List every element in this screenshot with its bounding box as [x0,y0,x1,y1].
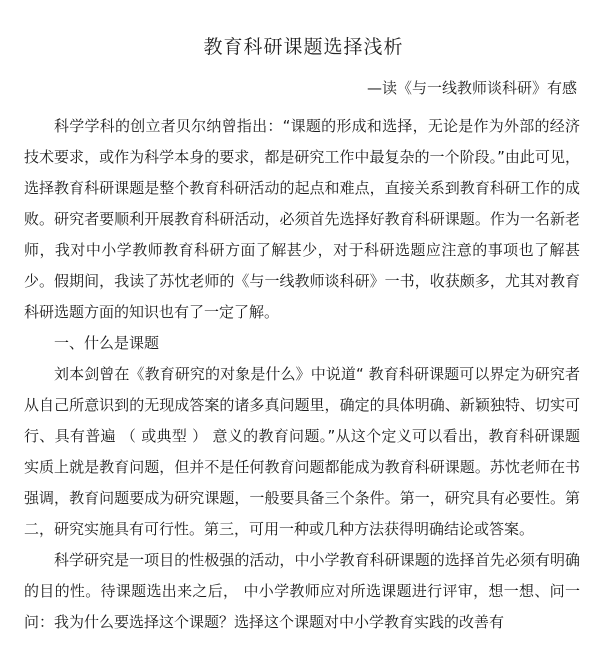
paragraph-purpose: 科学研究是一项目的性极强的活动，中小学教育科研课题的选择首先必须有明确的目的性。待课题选出来之后， 中小学教师应对所选课题进行评审，想一想、问一问：我为什么要选择这个课题？选择这个课题对中小学教育实践的改善有 [24,551,580,631]
section-heading: 一、什么是课题 [54,334,160,352]
document-subtitle: —读《与一线教师谈科研》有感 [366,79,577,97]
document-title: 教育科研课题选择浅析 [203,36,404,58]
paragraph-intro: 科学学科的创立者贝尔纳曾指出：“课题的形成和选择，无论是作为外部的经济技术要求，或作为科学本身的要求，都是研究工作中最复杂的一个阶段。”由此可见， 选择教育科研课题是整个教育科研活动的起点和难点，直接关系到教育科研工作的成败。研究者要顺利开展教育科研活动，必须首先选择好教育科研课题。作为一名新老师，我对中小学教师教育科研方面了解甚少，对于科研选题应注意的事项也了解甚少。假期间，我读了苏忱老师的《与一线教师谈科研》一书，收获颇多，尤其对教育科研选题方面的知识也有了一定了解。 [24,117,580,321]
paragraph-definition: 刘本剑曾在《教育研究的对象是什么》中说道“ 教育科研课题可以界定为研究者从自己所意识到的无现成答案的诸多真问题里，确定的具体明确、新颖独特、切实可行、具有普遍 （ 或典型 ） 意义的教育问题。”从这个定义可以看出，教育科研课题实质上就是教育问题，但并不是任何教育问题都能成为教育科研课题。苏忱老师在书强调，教育问题要成为研究课题，一般要具备三个条件。第一，研究具有必要性。第二，研究实施具有可行性。第三，可用一种或几种方法获得明确结论或答案。 [24,365,580,538]
document-body [24,111,580,638]
